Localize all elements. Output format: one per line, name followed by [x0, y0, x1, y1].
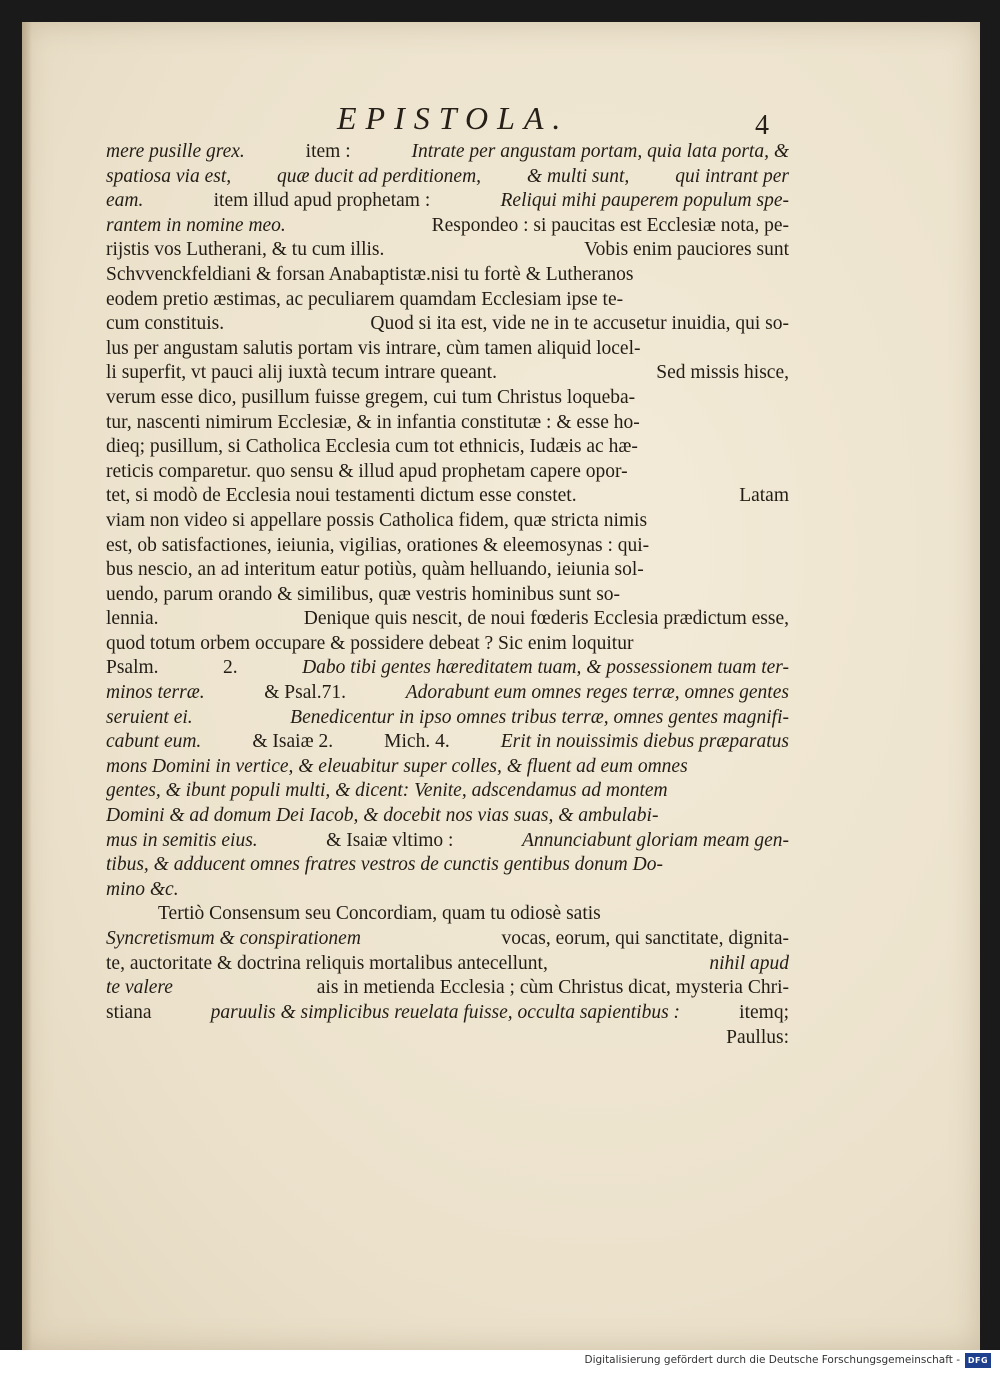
text-line: est, ob satisfactiones, ieiunia, vigilias, orationes & eleemosynas : qui- [106, 534, 650, 556]
text-line: mons Domini in vertice, & eleuabitur super colles, & fluent ad eum omnes [106, 755, 688, 777]
text-line: Syncretismum & conspirationem vocas, eorum, qui sanctitate, dignita- [106, 928, 789, 949]
text-line: spatiosa via est, quæ ducit ad perditionem, & multi sunt, qui intrant per [106, 165, 789, 187]
text-line: li superfit, vt pauci alij iuxtà tecum intrare queant. Sed missis hisce, [106, 362, 789, 384]
running-title: EPISTOLA. [337, 100, 570, 136]
text-line: stiana paruulis & simplicibus reuelata fuisse, occulta sapientibus : itemq; [106, 1001, 789, 1023]
text-line: eam. item illud apud prophetam : Reliqui mihi pauperem populum spe- [106, 190, 789, 212]
footer-bar [0, 1350, 1000, 1373]
text-line: cum constituis. Quod si ita est, vide ne in te accusetur inuidia, qui so- [106, 313, 789, 335]
text-line: quod totum orbem occupare & possidere debeat ? Sic enim loquitur [106, 632, 634, 654]
text-line: mino &c. [106, 878, 179, 900]
book-page [22, 22, 980, 1350]
text-line: bus nescio, an ad interitum eatur potiùs, quàm helluando, ieiunia sol- [106, 559, 644, 581]
text-line: dieq; pusillum, si Catholica Ecclesia cum tot ethnicis, Iudæis ac hæ- [106, 436, 638, 458]
text-line: minos terræ. & Psal.71. Adorabunt eum omnes reges terræ, omnes gentes [106, 682, 789, 704]
text-line: seruient ei. Benedicentur in ipso omnes tribus terræ, omnes gentes magnifi- [106, 706, 789, 728]
text-line: mere pusille grex. item : Intrate per angustam portam, quia lata porta, & [106, 141, 789, 162]
text-line: Schvvenckfeldiani & forsan Anabaptistæ.nisi tu fortè & Lutheranos [106, 263, 634, 285]
funding-credit: Digitalisierung gefördert durch die Deutsche Forschungsgemeinschaft - [584, 1354, 960, 1366]
text-body [106, 140, 789, 1051]
dfg-logo-icon: DFG [965, 1353, 991, 1368]
text-line: uendo, parum orando & similibus, quæ vestris hominibus sunt so- [106, 583, 621, 605]
text-line: gentes, & ibunt populi multi, & dicent: Venite, adscendamus ad montem [106, 780, 668, 802]
paragraph-first-line: Tertiò Consensum seu Concordiam, quam tu odiosè satis [158, 903, 601, 925]
text-line: viam non video si appellare possis Catholica fidem, quæ stricta nimis [106, 509, 648, 531]
text-line: rantem in nomine meo. Respondeo : si paucitas est Ecclesiæ nota, pe- [106, 214, 789, 236]
page-gutter-shadow [22, 22, 32, 1350]
text-line: Domini & ad domum Dei Iacob, & docebit nos vias suas, & ambulabi- [106, 805, 659, 827]
text-line: eodem pretio æstimas, ac peculiarem quamdam Ecclesiam ipse te- [106, 288, 624, 310]
text-line: tur, nascenti nimirum Ecclesiæ, & in infantia constitutæ : & esse ho- [106, 411, 640, 433]
text-line: te valere ais in metienda Ecclesia ; cùm Christus dicat, mysteria Chri- [106, 977, 789, 999]
page-number: 4 [755, 110, 769, 141]
catchword: Paullus: [726, 1027, 789, 1049]
text-line: lennia. Denique quis nescit, de noui fœderis Ecclesia prædictum esse, [106, 608, 789, 630]
text-line: mus in semitis eius. & Isaiæ vltimo : Annunciabunt gloriam meam gen- [106, 829, 789, 851]
text-line: reticis comparetur. quo sensu & illud apud prophetam capere opor- [106, 460, 628, 482]
text-line: rijstis vos Lutherani, & tu cum illis. Vobis enim pauciores sunt [106, 239, 789, 261]
text-line: tibus, & adducent omnes fratres vestros de cunctis gentibus donum Do- [106, 854, 663, 876]
text-line: cabunt eum. & Isaiæ 2. Mich. 4. Erit in nouissimis diebus præparatus [106, 731, 789, 753]
text-line: tet, si modò de Ecclesia noui testamenti dictum esse constet. Latam [106, 485, 789, 507]
text-line: verum esse dico, pusillum fuisse gregem, cui tum Christus loqueba- [106, 386, 636, 408]
text-line: Psalm. 2. Dabo tibi gentes hæreditatem tuam, & possessionem tuam ter- [106, 657, 789, 679]
text-line: te, auctoritate & doctrina reliquis mortalibus antecellunt, nihil apud [106, 952, 789, 974]
text-line: lus per angustam salutis portam vis intrare, cùm tamen aliquid locel- [106, 337, 641, 359]
